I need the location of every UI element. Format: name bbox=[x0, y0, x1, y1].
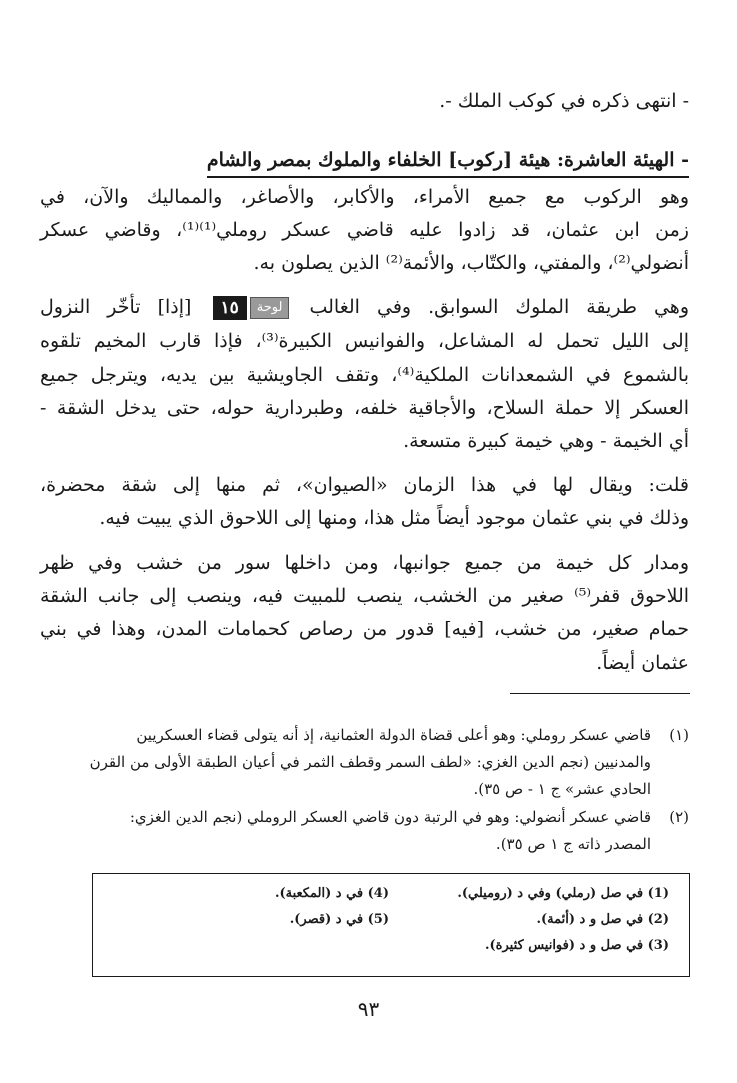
section-heading: - الهيئة العاشرة: هيئة [ركوب] الخلفاء والملوك بمصر والشام bbox=[207, 146, 689, 178]
p4-line-2: اللاحوق قفر⁽⁵⁾ صغير من الخشب، ينصب للمبيت فيه، وينصب إلى جانب الشقة bbox=[40, 585, 690, 607]
footnote-1-line-1 bbox=[40, 723, 689, 747]
footnote-2-text-1: قاضي عسكر أنضولي: وهو في الرتبة دون قاضي العسكر الروملي (نجم الدين الغزي: bbox=[129, 808, 651, 826]
p4-line-1: ومدار كل خيمة من جميع جوانبها، ومن داخلها سور من خشب وفي ظهر bbox=[40, 552, 689, 574]
p3-line-1: قلت: ويقال لها في هذا الزمان «الصيوان»، ثم منها إلى شقة محضرة، bbox=[40, 474, 689, 496]
plate-label: لوحة bbox=[250, 297, 290, 319]
p1-line-2: زمن ابن عثمان، قد زادوا عليه قاضي عسكر روملي⁽¹⁾⁽¹⁾، وقاضي عسكر bbox=[40, 219, 689, 241]
manuscript-note-1: (1) في صل (رملي) وفي د (روميلي). bbox=[457, 886, 669, 901]
footnote-1-line-3: الحادي عشر» ج ١ - ص ٣٥). bbox=[473, 780, 651, 798]
page-number: ٩٣ bbox=[357, 997, 380, 1021]
p2-line-1-start: وهي طريقة الملوك السوابق. وفي الغالب bbox=[309, 296, 689, 318]
p2-line-4: العسكر إلا حملة السلاح، والأجاقية خلفه، وطبردارية حوله، حتى يدخل الشقة - bbox=[40, 397, 689, 419]
p1-line-1: وهو الركوب مع جميع الأمراء، والأكابر، والأصاغر، والمماليك والآن، في bbox=[40, 186, 689, 208]
p3-line-2: وذلك في بني عثمان موجود أيضاً مثل هذا، ومنها إلى اللاحوق الذي يبيت فيه. bbox=[99, 507, 689, 529]
p4-line-3: حمام صغير، من خشب، [فيه] قدور من رصاص كحمامات المدن، وهذا في بني bbox=[40, 618, 689, 640]
intro-line: - انتهى ذكره في كوكب الملك -. bbox=[439, 90, 689, 112]
footnote-1-line-2: والمدنيين (نجم الدين الغزي: «لطف السمر وقطف الثمر في أعيان الطبقة الأولى من القرن bbox=[89, 753, 651, 771]
p2-line-1 bbox=[40, 293, 689, 321]
footnote-2-line-2: المصدر ذاته ج ١ ص ٣٥). bbox=[495, 835, 651, 853]
footnote-2-number: (٢) bbox=[669, 808, 689, 826]
p2-line-2: إلى الليل تحمل له المشاعل، والفوانيس الكبيرة⁽³⁾، فإذا قارب المخيم تلقوه bbox=[40, 330, 689, 352]
manuscript-notes-box bbox=[92, 873, 690, 977]
footnote-2-line-1 bbox=[40, 805, 689, 829]
footnote-1-number: (١) bbox=[669, 726, 689, 744]
manuscript-note-3: (3) في صل و د (فوانيس كثيرة). bbox=[484, 938, 669, 953]
p1-line-3: أنضولي⁽²⁾، والمفتي، والكتّاب، والأئمة⁽²⁾ الذين يصلون به. bbox=[253, 252, 689, 274]
p2-line-3: بالشموع في الشمعدانات الملكية⁽⁴⁾، وتقف الجاويشية بين يديه، ويترجل جميع bbox=[40, 364, 689, 386]
footnote-1-text-1: قاضي عسكر روملي: وهو أعلى قضاة الدولة العثمانية، إذ أنه يتولى قضاء العسكريين bbox=[136, 726, 651, 744]
manuscript-note-4: (4) في د (المكعبة). bbox=[274, 886, 389, 901]
p2-line-5: أي الخيمة - وهي خيمة كبيرة متسعة. bbox=[403, 430, 689, 452]
p4-line-4: عثمان أيضاً. bbox=[596, 652, 689, 674]
manuscript-note-2: (2) في صل و د (أئمة). bbox=[536, 912, 669, 927]
p2-line-1-end: [إذا] تأخّر النزول bbox=[40, 296, 192, 318]
footnote-divider bbox=[510, 693, 690, 694]
manuscript-note-5: (5) في د (قصر). bbox=[289, 912, 389, 927]
plate-number: ١٥ bbox=[213, 296, 247, 320]
